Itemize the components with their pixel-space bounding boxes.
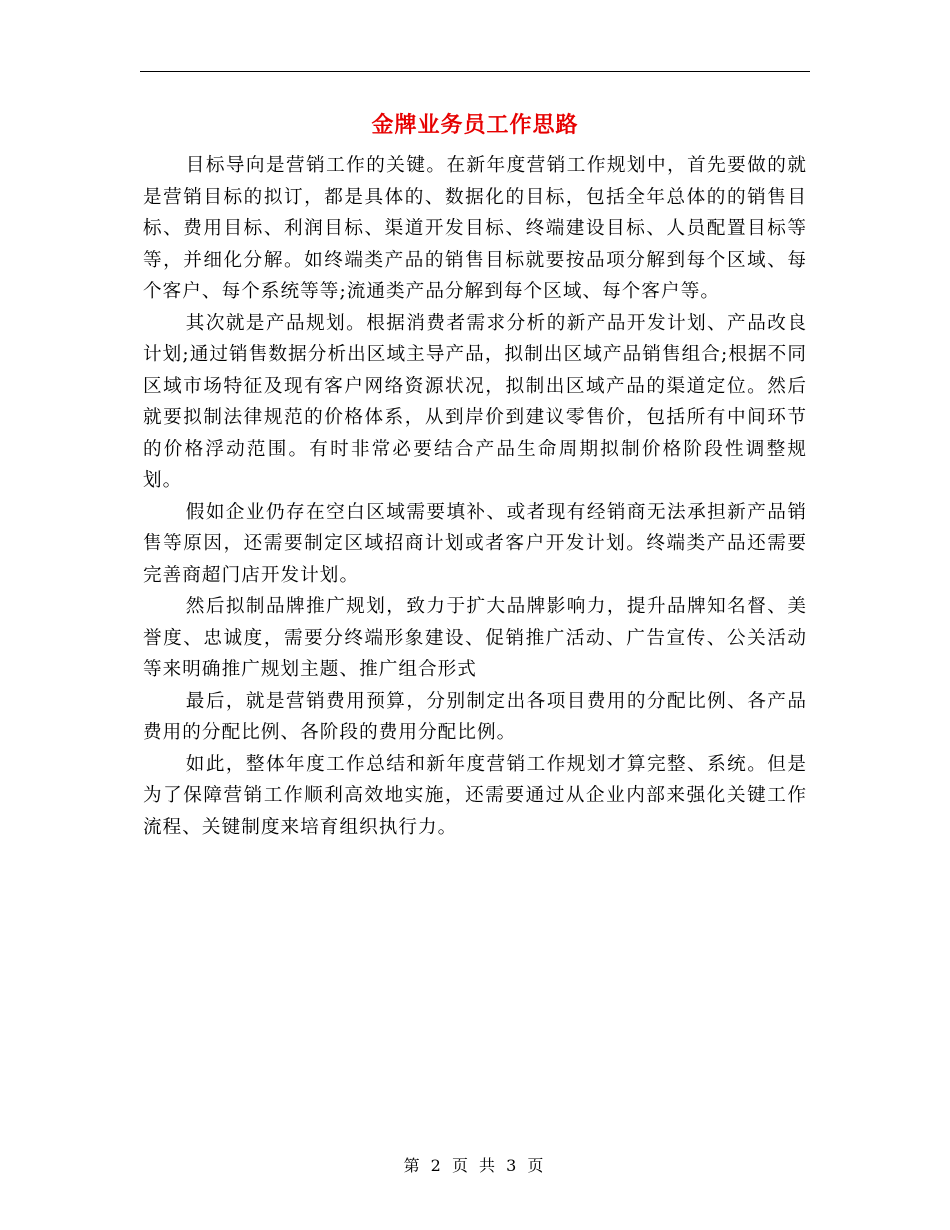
paragraph-conclusion: 如此，整体年度工作总结和新年度营销工作规划才算完整、系统。但是为了保障营销工作顺利高效地实施，还需要通过从企业内部来强化关键工作流程、关键制度来培育组织执行力。 [143,753,807,838]
paragraph-product-planning: 其次就是产品规划。根据消费者需求分析的新产品开发计划、产品改良计划;通过销售数据分析出区域主导产品，拟制出区域产品销售组合;根据不同区域市场特征及现有客户网络资源状况，拟制出区域产品的渠道定位。然后就要拟制法律规范的价格体系，从到岸价到建议零售价，包括所有中间环节的价格浮动范围。有时非常必要结合产品生命周期拟制价格阶段性调整规划。 [143,312,807,491]
header-rule [140,71,810,72]
paragraph-brand-promotion: 然后拟制品牌推广规划，致力于扩大品牌影响力，提升品牌知名督、美誉度、忠诚度，需要分终端形象建设、促销推广活动、广告宣传、公关活动等来明确推广规划主题、推广组合形式 [143,596,807,680]
paragraph-market-expansion: 假如企业仍存在空白区域需要填补、或者现有经销商无法承担新产品销售等原因，还需要制定区域招商计划或者客户开发计划。终端类产品还需要完善商超门店开发计划。 [143,501,807,586]
document-title: 金牌业务员工作思路 [371,112,579,138]
paragraph-budget: 最后，就是营销费用预算，分别制定出各项目费用的分配比例、各产品费用的分配比例、各阶段的费用分配比例。 [143,690,807,743]
paragraph-targets: 目标导向是营销工作的关键。在新年度营销工作规划中，首先要做的就是营销目标的拟订，都是具体的、数据化的目标，包括全年总体的的销售目标、费用目标、利润目标、渠道开发目标、终端建设目标、人员配置目标等等，并细化分解。如终端类产品的销售目标就要按品项分解到每个区域、每个客户、每个系统等等;流通类产品分解到每个区域、每个客户等。 [143,155,807,302]
document-body [143,150,807,843]
page-number-footer: 第 2 页 共 3 页 [403,1156,547,1175]
